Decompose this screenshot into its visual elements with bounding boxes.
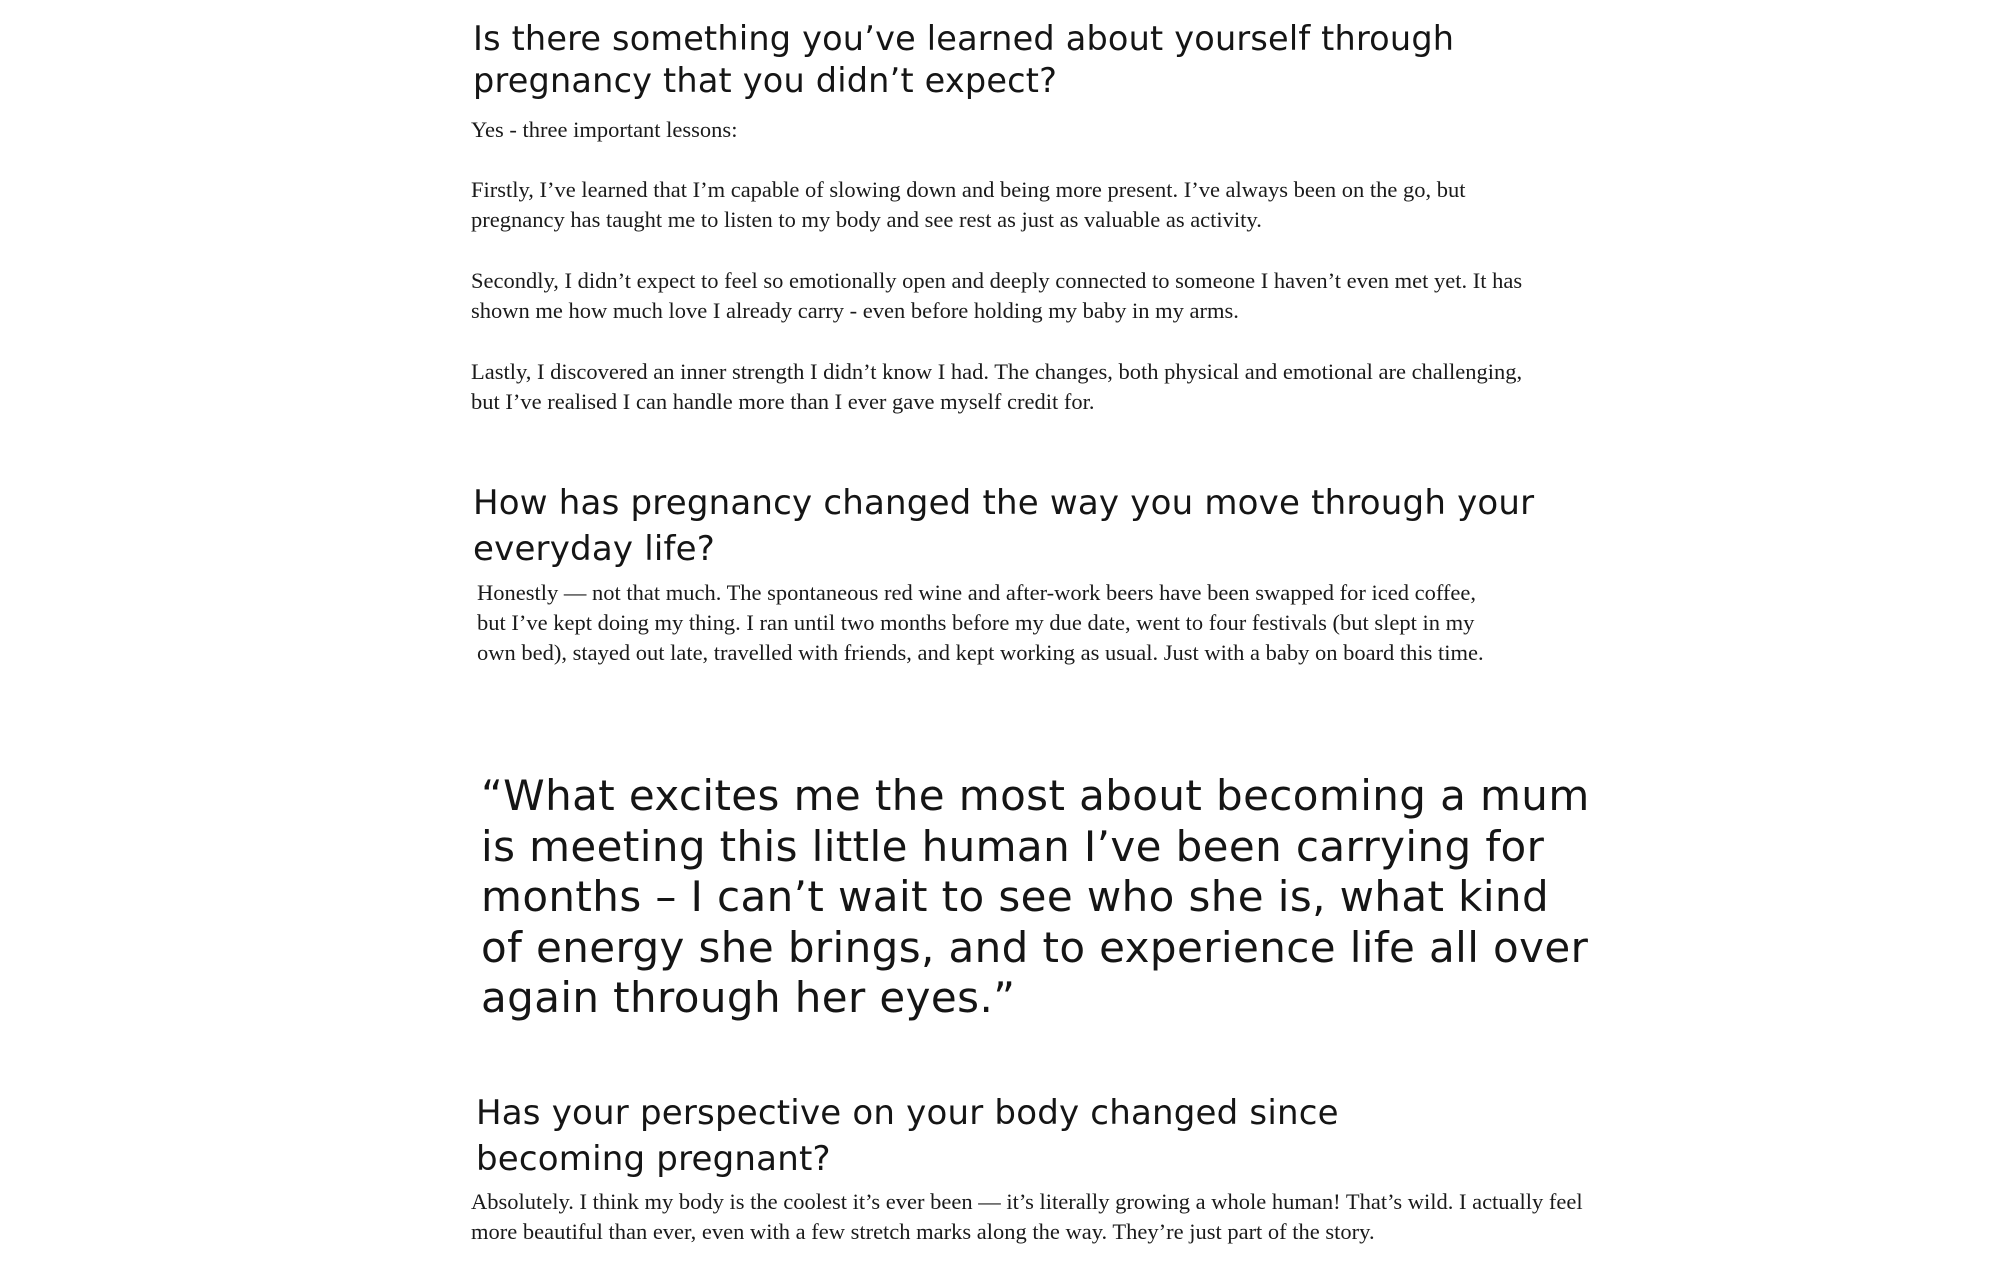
paragraph-everyday-life: Honestly — not that much. The spontaneous red wine and after-work beers have been swapped for iced coffee, but I’ve kept doing my thing. I ran until two months before my due date, went to four festivals (but slept in my own bed), stayed out late, travelled with friends, and kept working as usual. Just with a baby on board this time.	[477, 580, 1484, 665]
paragraph-body-perspective: Absolutely. I think my body is the coolest it’s ever been — it’s literally growing a whole human! That’s wild. I actually feel more beautiful than ever, even with a few stretch marks along the way. They’re just part of the story.	[471, 1189, 1583, 1244]
paragraph-lesson-2: Secondly, I didn’t expect to feel so emotionally open and deeply connected to someone I haven’t even met yet. It has shown me how much love I already carry - even before holding my baby in my arms.	[471, 268, 1523, 323]
paragraph-lesson-1: Firstly, I’ve learned that I’m capable of slowing down and being more present. I’ve always been on the go, but pregnancy has taught me to listen to my body and see rest as just as valuable as activity.	[471, 177, 1466, 232]
section-intro-lessons: Yes - three important lessons:	[471, 117, 738, 142]
section-heading-body-perspective: Has your perspective on your body changed since becoming pregnant?	[476, 1093, 1339, 1179]
section-heading-learned: Is there something you’ve learned about yourself through pregnancy that you didn’t expect?	[473, 19, 1455, 100]
paragraph-lesson-3: Lastly, I discovered an inner strength I didn’t know I had. The changes, both physical and emotional are challenging, but I’ve realised I can handle more than I ever gave myself credit for.	[471, 359, 1523, 414]
section-heading-everyday-life: How has pregnancy changed the way you move through your everyday life?	[473, 483, 1535, 569]
pull-quote: “What excites me the most about becoming a mum is meeting this little human I’ve been carrying for months – I can’t wait to see who she is, what kind of energy she brings, and to experience life all over again through her eyes.”	[481, 771, 1590, 1022]
